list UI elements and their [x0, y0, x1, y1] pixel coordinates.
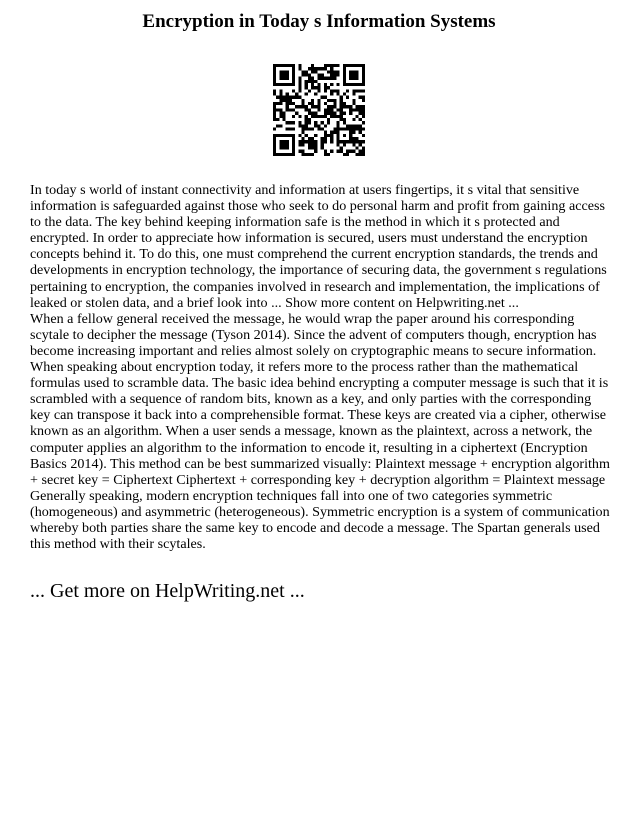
article-body — [30, 182, 614, 552]
qr-code-icon — [273, 64, 365, 156]
paragraph-intro: In today s world of instant connectivity and information at users fingertips, it s vital that sensitive information is safeguarded against those who seek to do personal harm and profit from gaining access to the data. The key behind keeping information safe is the method in which it s protected and encrypted. In order to appreciate how information is secured, users must understand the encryption concepts behind it. To do this, one must comprehend the current encryption standards, the trends and developments in encryption technology, the importance of securing data, the government s regulations pertaining to encryption, the companies involved in research and implementation, the implications of leaked or stolen data, and a brief look into ... Show more content on Helpwriting.net ... — [30, 182, 607, 311]
get-more-link[interactable]: ... Get more on HelpWriting.net ... — [30, 580, 305, 602]
page-title: Encryption in Today s Information Systems — [142, 11, 496, 32]
paragraph-main: When a fellow general received the message, he would wrap the paper around his corresponding scytale to decipher the message (Tyson 2014). Since the advent of computers though, encryption has become increasing important and relies almost solely on cryptographic means to secure information. When speaking about encryption today, it refers more to the process rather than the mathematical formulas used to scramble data. The basic idea behind encrypting a computer message is such that it is scrambled with a sequence of random bits, known as a key, and only parties with the corresponding key can transpose it back into a comprehensible format. These keys are created via a cipher, otherwise known as an algorithm. When a user sends a message, known as the plaintext, across a network, the computer applies an algorithm to the information to encode it, resulting in a ciphertext (Encryption Basics 2014). This method can be best summarized visually: Plaintext message + encryption algorithm + secret key = Ciphertext Ciphertext + corresponding key + decryption algorithm = Plaintext message Generally speaking, modern encryption techniques fall into one of two categories symmetric (homogeneous) and asymmetric (heterogeneous). Symmetric encryption is a system of communication whereby both parties share the same key to encode and decode a message. The Spartan generals used this method with their scytales. — [30, 310, 610, 553]
